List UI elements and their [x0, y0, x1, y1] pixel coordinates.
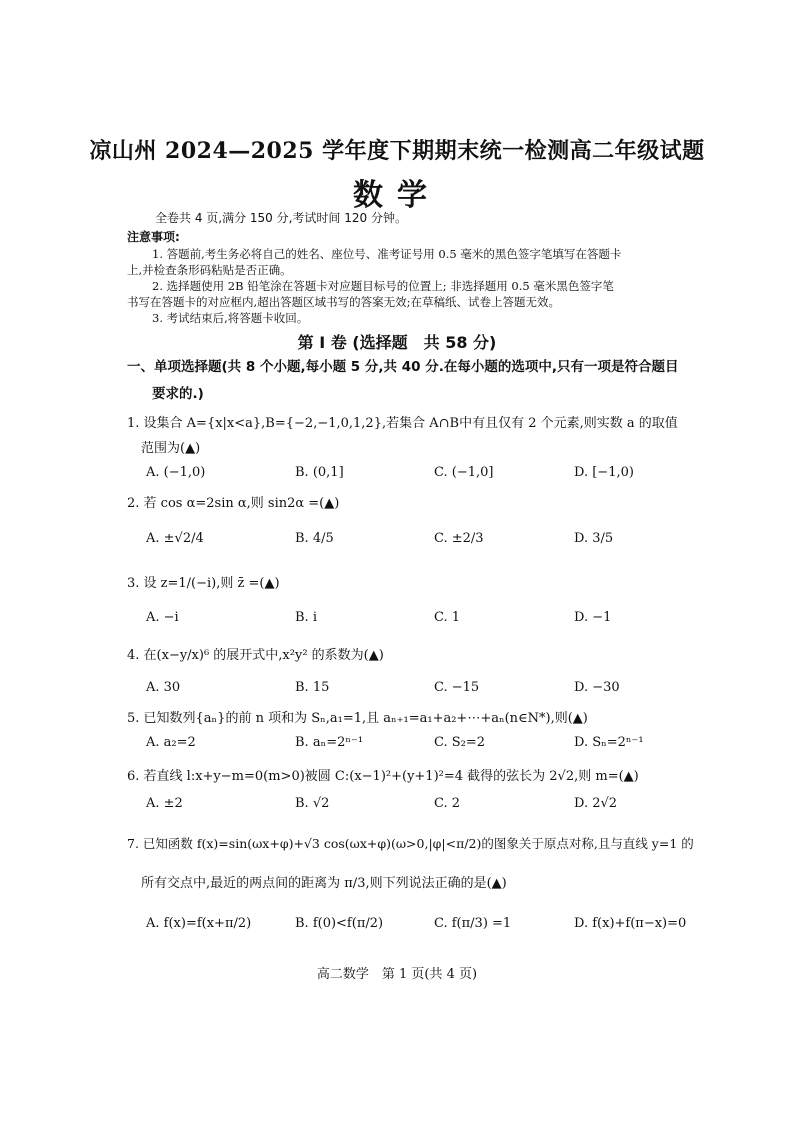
q4-option-b: B. 15 [295, 680, 330, 695]
q1-option-c: C. (−1,0] [434, 465, 494, 480]
q1-option-b: B. (0,1] [295, 465, 344, 480]
question-4-stem: 4. 在(x−y/x)⁶ 的展开式中,x²y² 的系数为(▲) [127, 648, 384, 663]
q3-option-c: C. 1 [434, 610, 461, 625]
question-2-stem: 2. 若 cos α=2sin α,则 sin2α =(▲) [127, 496, 340, 511]
question-3-stem: 3. 设 z=1/(−i),则 z̄ =(▲) [127, 576, 280, 591]
question-7-stem-cont: 所有交点中,最近的两点间的距离为 π/3,则下列说法正确的是(▲) [141, 876, 507, 891]
q6-option-c: C. 2 [434, 796, 461, 811]
subject-title: 数学 [353, 178, 441, 213]
q5-option-a: A. a₂=2 [146, 735, 196, 750]
q3-option-b: B. i [295, 610, 317, 625]
q6-option-a: A. ±2 [146, 796, 183, 811]
q4-option-a: A. 30 [146, 680, 181, 695]
q3-option-d: D. −1 [574, 610, 612, 625]
question-1-stem: 1. 设集合 A={x|x<a},B={−2,−1,0,1,2},若集合 A∩B中有且仅有 2 个元素,则实数 a 的取值 [127, 416, 678, 431]
q4-option-d: D. −30 [574, 680, 620, 695]
part-heading-line1: 一、单项选择题(共 8 个小题,每小题 5 分,共 40 分.在每小题的选项中,只有一项是符合题目 [127, 359, 679, 375]
q5-option-b: B. aₙ=2ⁿ⁻¹ [295, 735, 364, 750]
q6-option-b: B. √2 [295, 796, 330, 811]
q2-option-d: D. 3/5 [574, 531, 614, 546]
question-1-stem-cont: 范围为(▲) [141, 441, 201, 456]
note-line-3: 3. 考试结束后,将答题卡收回。 [152, 311, 309, 325]
q2-option-b: B. 4/5 [295, 531, 334, 546]
note-line-1b: 上,并检查条形码粘贴是否正确。 [127, 263, 292, 277]
note-line-1a: 1. 答题前,考生务必将自己的姓名、座位号、准考证号用 0.5 毫米的黑色签字笔填写在答题卡 [152, 247, 622, 261]
q3-option-a: A. −i [146, 610, 179, 625]
q2-option-c: C. ±2/3 [434, 531, 484, 546]
exam-title: 凉山州 2024—2025 学年度下期期末统一检测高二年级试题 [89, 138, 705, 164]
q1-option-a: A. (−1,0) [146, 465, 206, 480]
question-7-stem: 7. 已知函数 f(x)=sin(ωx+φ)+√3 cos(ωx+φ)(ω>0,|φ|<π/2)的图象关于原点对称,且与直线 y=1 的 [127, 836, 694, 851]
q7-option-b: B. f(0)<f(π/2) [295, 916, 384, 931]
note-line-2a: 2. 选择题使用 2B 铅笔涂在答题卡对应题目标号的位置上; 非选择题用 0.5 毫米黑色签字笔 [152, 279, 614, 293]
exam-info: 全卷共 4 页,满分 150 分,考试时间 120 分钟。 [155, 211, 407, 225]
q7-option-d: D. f(x)+f(π−x)=0 [574, 916, 687, 931]
q2-option-a: A. ±√2/4 [146, 531, 204, 546]
q7-option-c: C. f(π/3) =1 [434, 916, 512, 931]
q5-option-d: D. Sₙ=2ⁿ⁻¹ [574, 735, 644, 750]
question-6-stem: 6. 若直线 l:x+y−m=0(m>0)被圆 C:(x−1)²+(y+1)²=4 截得的弦长为 2√2,则 m=(▲) [127, 769, 639, 784]
notes-heading: 注意事项: [127, 230, 180, 244]
question-5-stem: 5. 已知数列{aₙ}的前 n 项和为 Sₙ,a₁=1,且 aₙ₊₁=a₁+a₂+⋯+aₙ(n∈N*),则(▲) [127, 711, 588, 726]
q5-option-c: C. S₂=2 [434, 735, 486, 750]
page-footer: 高二数学 第 1 页(共 4 页) [316, 967, 478, 982]
part-heading-line2: 要求的.) [152, 386, 204, 402]
q7-option-a: A. f(x)=f(x+π/2) [146, 916, 252, 931]
section-title: 第 Ⅰ 卷 (选择题 共 58 分) [297, 333, 497, 352]
note-line-2b: 书写在答题卡的对应框内,超出答题区域书写的答案无效;在草稿纸、试卷上答题无效。 [127, 295, 561, 309]
q6-option-d: D. 2√2 [574, 796, 618, 811]
q1-option-d: D. [−1,0) [574, 465, 634, 480]
q4-option-c: C. −15 [434, 680, 480, 695]
